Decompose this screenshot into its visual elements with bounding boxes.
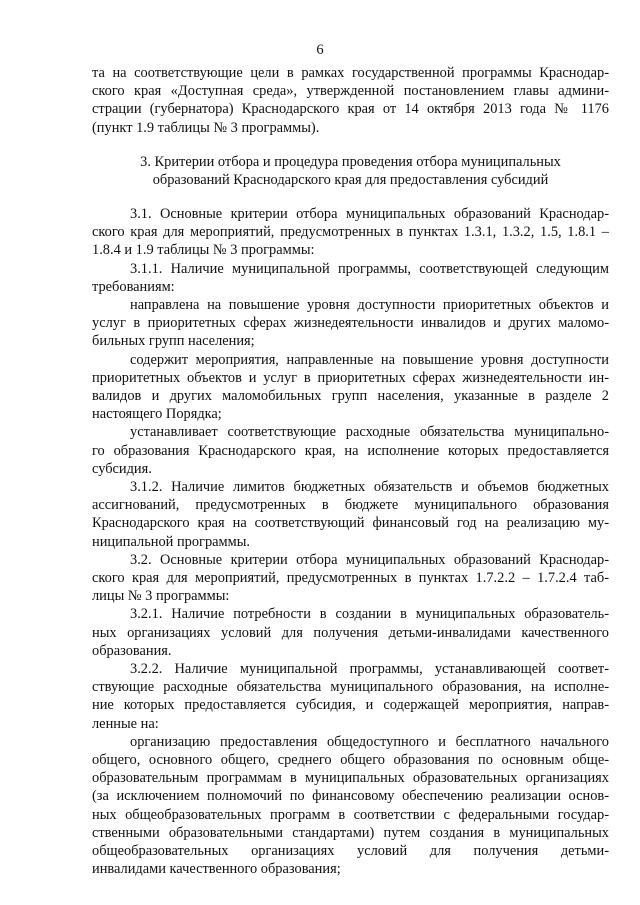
text-line: общеобразовательных организациях условий для получения детьми- — [92, 842, 609, 859]
page-number: 6 — [316, 42, 324, 58]
text-line: ных общеобразовательных программ в соответствии с федеральными государ- — [92, 806, 609, 823]
text-line: приоритетных объектов и услуг в приоритетных сферах жизнедеятельности ин- — [92, 369, 609, 386]
text-line: направлена на повышение уровня доступности приоритетных объектов и — [130, 297, 609, 313]
text-line: организацию предоставления общедоступного и бесплатного начального — [130, 733, 609, 750]
requirement-item-2 — [92, 351, 609, 424]
paragraph-3-2-2 — [92, 660, 609, 733]
paragraph-3-1 — [92, 205, 609, 260]
heading-line: 3. Критерии отбора и процедура проведения отбора муниципальных — [140, 154, 561, 170]
heading-line: образований Краснодарского края для предоставления субсидий — [152, 172, 549, 189]
requirement-item-1 — [92, 296, 609, 351]
text-line: ствующие расходные обязательства муниципального образования, на исполне- — [92, 679, 609, 696]
text-line: 3.1.1. Наличие муниципальной программы, соответствующей следующим — [130, 260, 609, 277]
text-line: бильных групп населения; — [92, 333, 255, 350]
measure-item-1 — [92, 733, 609, 879]
text-line: услуг в приоритетных сферах жизнедеятельности инвалидов и других маломо- — [92, 315, 609, 332]
paragraph-3-2-1 — [92, 605, 609, 660]
text-line: субсидия. — [92, 460, 152, 477]
text-line: го образования Краснодарского края, на исполнение которых предоставляется — [92, 442, 609, 459]
text-line: ского края для мероприятий, предусмотренных в пунктах 1.7.2.2 – 1.7.2.4 таб- — [92, 569, 609, 586]
text-line: настоящего Порядка; — [92, 406, 222, 423]
text-line: образования. — [92, 642, 172, 659]
text-line: 3.2. Основные критерии отбора муниципальных образований Краснодар- — [130, 551, 609, 568]
text-line: общего, основного общего, среднего общего образования по основным обще- — [92, 751, 609, 768]
text-line: ассигнований, предусмотренных в бюджете муниципального образования — [92, 497, 609, 514]
paragraph-3-1-1 — [92, 260, 609, 296]
text-line: ственными образовательными стандартами) путем создания в муниципальных — [92, 824, 609, 841]
paragraph-3-2 — [92, 551, 609, 606]
text-line: требованиям: — [92, 278, 175, 295]
text-line: 3.1.2. Наличие лимитов бюджетных обязательств и объемов бюджетных — [130, 479, 609, 495]
text-line: ниципальной программы. — [92, 533, 251, 550]
text-line: образовательным программам в муниципальных образовательных организациях — [92, 770, 609, 787]
requirement-item-3 — [92, 423, 609, 478]
text-line: 3.2.1. Наличие потребности в создании в муниципальных образователь- — [130, 606, 609, 623]
text-line: Краснодарского края на соответствующий финансовый год на реализацию му- — [92, 515, 609, 532]
text-line: ных организациях условий для получения детьми-инвалидами качественного — [92, 624, 609, 641]
text-line: ние которых предоставляется субсидия, и содержащей мероприятия, направ- — [92, 697, 609, 714]
text-line: валидов и других маломобильных групп населения, указанные в разделе 2 — [92, 387, 609, 404]
text-line: устанавливает соответствующие расходные обязательства муниципально- — [130, 424, 609, 441]
paragraph-3-1-2 — [92, 478, 609, 551]
text-line: ленные на: — [92, 715, 159, 732]
text-line: страции (губернатора) Краснодарского края от 14 октября 2013 года № 1176 — [92, 101, 609, 118]
text-line: (пункт 1.9 таблицы № 3 программы). — [92, 119, 320, 136]
text-line: 3.1. Основные критерии отбора муниципальных образований Краснодар- — [130, 206, 609, 222]
text-line: лицы № 3 программы: — [92, 588, 230, 605]
text-line: та на соответствующие цели в рамках государственной программы Краснодар- — [92, 65, 609, 81]
text-line: ского края для мероприятий, предусмотренных в пунктах 1.3.1, 1.3.2, 1.5, 1.8.1 – — [92, 224, 609, 241]
text-line: содержит мероприятия, направленные на повышение уровня доступности — [130, 351, 609, 368]
paragraph-continuation — [92, 64, 609, 137]
text-line: инвалидами качественного образования; — [92, 861, 341, 878]
text-line: 3.2.2. Наличие муниципальной программы, устанавливающей соответ- — [130, 661, 609, 677]
text-line: 1.8.4 и 1.9 таблицы № 3 программы: — [92, 242, 315, 259]
section-heading — [92, 153, 609, 189]
text-line: (за исключением полномочий по финансовому обеспечению реализации основ- — [92, 788, 609, 805]
text-line: ского края «Доступная среда», утвержденной постановлением главы админи- — [92, 83, 609, 100]
